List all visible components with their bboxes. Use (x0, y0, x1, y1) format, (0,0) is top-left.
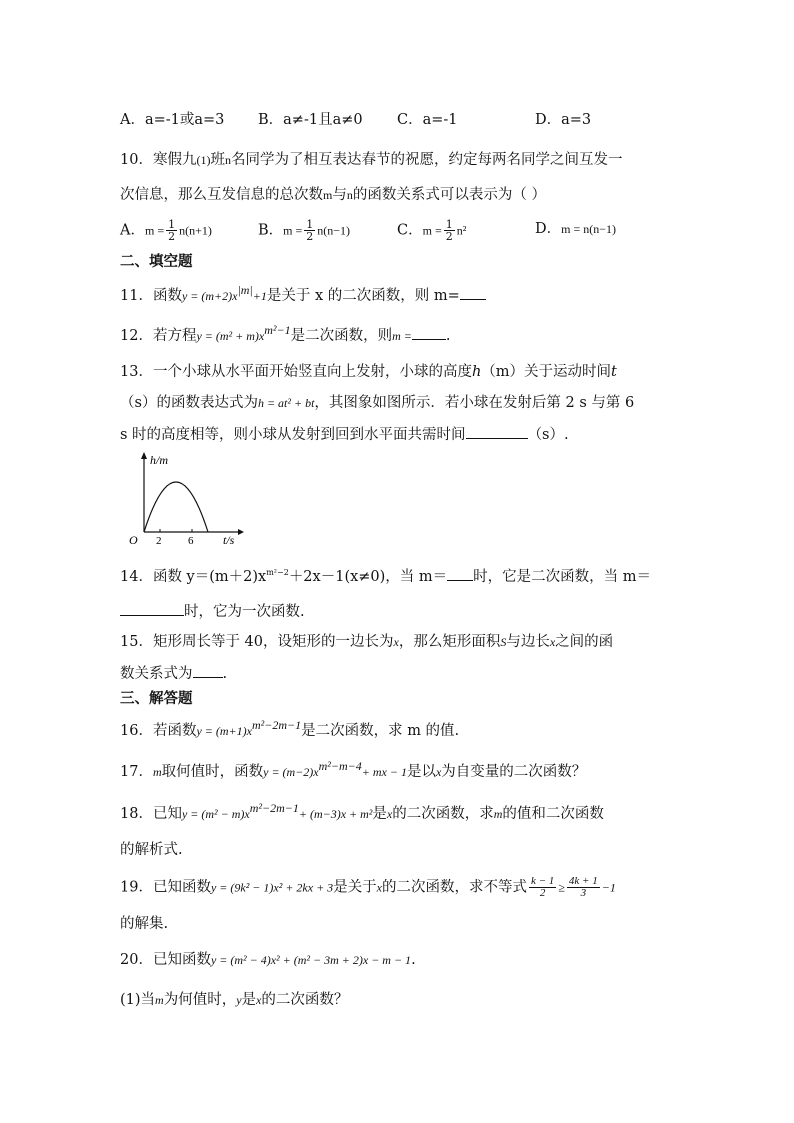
q19-line2: 的解集. (120, 916, 169, 932)
q16: 16．若函数$y = (m+1)x^{m^2-2m-1}$是二次函数，求 m 的值. (120, 718, 460, 739)
q13-line3: s 时的高度相等，则小球从发射到回到水平面共需时间 （s）. (120, 424, 569, 445)
section-2-title: 二、填空题 (120, 254, 193, 270)
q17: 17．m取何值时，函数$y = (m-2)x^{m^2-m-4}+$ mx − 1是以x为自变量的二次函数？ (120, 759, 587, 780)
q14-line2: 时，它为一次函数. (120, 601, 305, 622)
q12-blank (412, 325, 446, 340)
q11: 11．函数$y = (m+2)x^{|m|}+1$是关于 x 的二次函数，则 m= (120, 285, 486, 306)
q15-line2: 数关系式为 . (120, 663, 227, 684)
q11-blank (460, 285, 486, 300)
q10-option-a: A．m = $\frac{1}{2}$ n(n+1) (120, 218, 212, 243)
y-axis-arrow-icon (141, 452, 147, 459)
y-axis-label: h/m (150, 453, 168, 467)
q14-blank-1 (447, 566, 473, 581)
q18-line2: 的解析式. (120, 842, 183, 858)
tick-label-2: 2 (156, 535, 162, 547)
q9-option-d: D．a=3 (535, 112, 592, 128)
x-axis-arrow-icon (238, 529, 244, 535)
q10-line1: 10．寒假九(1)班n名同学为了相互表达春节的祝愿，约定每两名同学之间互发一 (120, 152, 623, 168)
q9-option-b: B．a≠-1且a≠0 (258, 112, 363, 128)
q20: 20．已知函数y = (m² − 4)x² + (m² − 3m + 2)x − m − 1. (120, 952, 416, 968)
q10-option-d: D．m = n(n−1) (535, 221, 617, 237)
q12: 12．若方程$y = (m^2 + m)x^{m^2-1}$是二次函数，则m = . (120, 323, 451, 344)
q13-graph (120, 452, 245, 547)
q10-line2: 次信息，那么互发信息的总次数m与n的函数关系式可以表示为（ ） (120, 187, 546, 203)
q14-line1: 14．函数 $y=(m+2)x^{m^2-2}+2x-1(x\ne 0)$，当 m＝ 时，它是二次函数，当 m＝ (120, 568, 652, 585)
parabola-curve (144, 482, 208, 532)
section-3-title: 三、解答题 (120, 691, 193, 707)
q13-line1: 13．一个小球从水平面开始竖直向上发射，小球的高度h（m）关于运动时间t (120, 364, 617, 380)
tick-label-6: 6 (188, 535, 194, 547)
origin-label: O (129, 533, 138, 547)
q9-option-c: C．a=-1 (397, 112, 458, 128)
q19-line1: 19．已知函数y = (9k² − 1)x² + 2kx + 3是关于x的二次函数，求不等式 $\frac{k - 1}{2}$ ≥ $\frac{4k + 1}{3}$ −1 (120, 875, 616, 899)
x-axis-label: t/s (223, 533, 235, 547)
q10-option-c: C．m = $\frac{1}{2}$ n² (397, 218, 467, 243)
q14-blank-2 (120, 601, 184, 616)
q15-line1: 15．矩形周长等于 40，设矩形的一边长为x，那么矩形面积S与边长x之间的函 (120, 634, 614, 650)
q15-blank (193, 663, 223, 678)
q13-line2: （s）的函数表达式为h = at² + bt，其图象如图所示．若小球在发射后第 2 s 与第 6 (120, 395, 635, 411)
q18-line1: 18．已知$y = (m^2 - m)x^{m^2-2m-1}+ (m-3)x + m^2$是x的二次函数，求m的值和二次函数 (120, 801, 604, 822)
q20-part1: (1)当m为何值时，y是x的二次函数？ (120, 992, 349, 1008)
q10-option-b: B．m = $\frac{1}{2}$ n(n−1) (258, 218, 351, 243)
q13-blank (466, 424, 528, 439)
q9-option-a: A．a=-1或a=3 (120, 112, 225, 128)
